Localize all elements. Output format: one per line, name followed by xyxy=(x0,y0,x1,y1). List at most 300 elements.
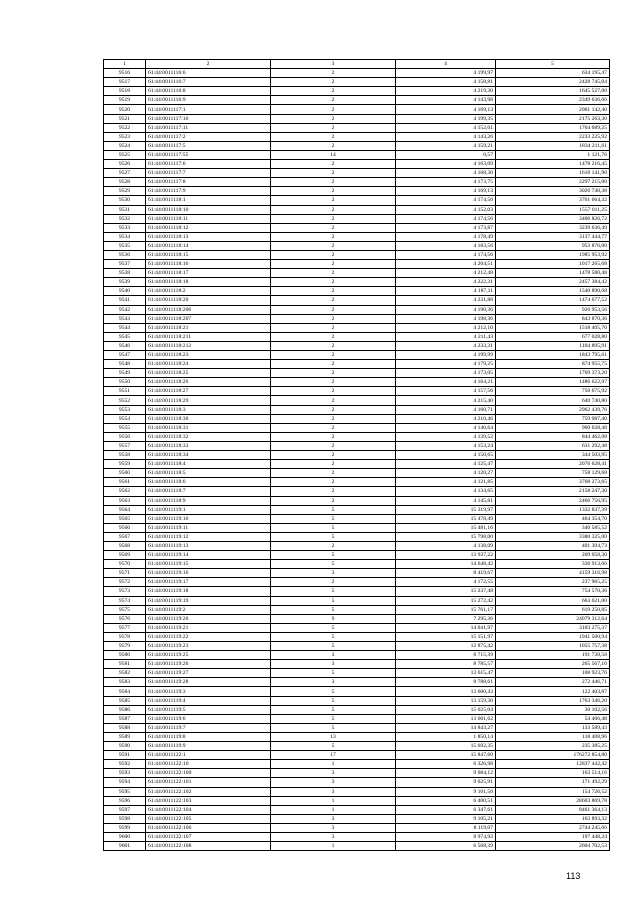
value-cell: 4 212,48 xyxy=(396,269,496,278)
table-row xyxy=(104,623,610,632)
cadastral-number-cell: 61:44:0011119:18 xyxy=(146,587,271,596)
row-number-cell: 9548 xyxy=(104,360,146,369)
table-row xyxy=(104,769,610,778)
row-number-cell: 9593 xyxy=(104,769,146,778)
group-cell: 3 xyxy=(271,660,396,669)
cadastral-number-cell: 61:44:0011118:15 xyxy=(146,250,271,259)
row-number-cell: 9584 xyxy=(104,687,146,696)
value-cell: 15 478,49 xyxy=(396,514,496,523)
value-cell: 8 715,39 xyxy=(396,651,496,660)
value-cell: 4 199,99 xyxy=(396,351,496,360)
value-cell: 4 159,21 xyxy=(396,141,496,150)
group-cell: 2 xyxy=(271,460,396,469)
cadastral-number-cell: 61:44:0011119:12 xyxy=(146,532,271,541)
row-number-cell: 9569 xyxy=(104,551,146,560)
group-cell: 5 xyxy=(271,587,396,596)
group-cell: 5 xyxy=(271,714,396,723)
row-number-cell: 9534 xyxy=(104,232,146,241)
cost-cell: 2428 745,04 xyxy=(496,78,610,87)
table-row xyxy=(104,696,610,705)
cost-cell: 8461 364,13 xyxy=(496,805,610,814)
row-number-cell: 9568 xyxy=(104,541,146,550)
row-number-cell: 9562 xyxy=(104,487,146,496)
row-number-cell: 9564 xyxy=(104,505,146,514)
cadastral-number-cell: 61:44:0011118:12 xyxy=(146,223,271,232)
cadastral-number-cell: 61:44:0011118:21 xyxy=(146,323,271,332)
value-cell: 9 084,12 xyxy=(396,769,496,778)
group-cell: 2 xyxy=(271,396,396,405)
table-row xyxy=(104,314,610,323)
cadastral-number-cell: 61:44:0011119:21 xyxy=(146,623,271,632)
row-number-cell: 9545 xyxy=(104,332,146,341)
value-cell: 13 159,30 xyxy=(396,696,496,705)
cadastral-number-cell: 61:44:0011116:8 xyxy=(146,87,271,96)
table-row xyxy=(104,787,610,796)
cadastral-number-cell: 61:44:0011118:14 xyxy=(146,241,271,250)
table-row xyxy=(104,341,610,350)
value-cell: 4 190,36 xyxy=(396,305,496,314)
cadastral-number-cell: 61:44:0011117:55 xyxy=(146,150,271,159)
cadastral-number-cell: 61:44:0011117:11 xyxy=(146,123,271,132)
table-row xyxy=(104,187,610,196)
row-number-cell: 9556 xyxy=(104,432,146,441)
cadastral-number-cell: 61:44:0011116:9 xyxy=(146,96,271,105)
group-cell: 5 xyxy=(271,642,396,651)
group-cell: 2 xyxy=(271,578,396,587)
row-number-cell: 9540 xyxy=(104,287,146,296)
value-cell: 4 178,49 xyxy=(396,232,496,241)
row-number-cell: 9525 xyxy=(104,150,146,159)
group-cell: 2 xyxy=(271,132,396,141)
value-cell: 4 138,09 xyxy=(396,541,496,550)
group-cell: 13 xyxy=(271,732,396,741)
value-cell: 9 025,91 xyxy=(396,778,496,787)
cost-cell: 2175 263,30 xyxy=(496,114,610,123)
cadastral-number-cell: 61:44:0011119:23 xyxy=(146,642,271,651)
group-cell: 2 xyxy=(271,496,396,505)
group-cell: 2 xyxy=(271,378,396,387)
cost-cell: 1486 622,97 xyxy=(496,378,610,387)
group-cell: 2 xyxy=(271,278,396,287)
table-row xyxy=(104,423,610,432)
value-cell: 15 237,48 xyxy=(396,587,496,596)
group-cell: 3 xyxy=(271,814,396,823)
group-cell: 2 xyxy=(271,169,396,178)
value-cell: 4 199,35 xyxy=(396,114,496,123)
value-cell: 13 615,47 xyxy=(396,669,496,678)
table-row xyxy=(104,196,610,205)
table-row xyxy=(104,360,610,369)
cadastral-number-cell: 61:44:0011118:16 xyxy=(146,260,271,269)
value-cell: 4 187,11 xyxy=(396,287,496,296)
group-cell: 3 xyxy=(271,569,396,578)
cost-cell: 2962 439,76 xyxy=(496,405,610,414)
cadastral-number-cell: 61:44:0011118:6 xyxy=(146,478,271,487)
cost-cell: 171 492,29 xyxy=(496,778,610,787)
table-row xyxy=(104,241,610,250)
row-number-cell: 9524 xyxy=(104,141,146,150)
table-row xyxy=(104,796,610,805)
row-number-cell: 9561 xyxy=(104,478,146,487)
cost-cell: 1017 265,68 xyxy=(496,260,610,269)
cost-cell: 2297 215,00 xyxy=(496,178,610,187)
cost-cell: 464 354,70 xyxy=(496,514,610,523)
cost-cell: 1540 890,68 xyxy=(496,287,610,296)
group-cell: 2 xyxy=(271,69,396,78)
cost-cell: 3026 748,38 xyxy=(496,187,610,196)
row-number-cell: 9538 xyxy=(104,269,146,278)
row-number-cell: 9527 xyxy=(104,169,146,178)
cadastral-number-cell: 61:44:0011118:31 xyxy=(146,423,271,432)
value-cell: 4 174,56 xyxy=(396,214,496,223)
table-row xyxy=(104,332,610,341)
group-cell: 2 xyxy=(271,214,396,223)
group-cell: 2 xyxy=(271,260,396,269)
table-row xyxy=(104,642,610,651)
row-number-cell: 9557 xyxy=(104,441,146,450)
value-cell: 6 347,61 xyxy=(396,805,496,814)
row-number-cell: 9547 xyxy=(104,351,146,360)
cadastral-number-cell: 61:44:0011119:20 xyxy=(146,614,271,623)
table-row xyxy=(104,405,610,414)
value-cell: 9 105,21 xyxy=(396,814,496,823)
value-cell: 4 134,65 xyxy=(396,487,496,496)
group-cell: 2 xyxy=(271,141,396,150)
group-cell: 5 xyxy=(271,623,396,632)
cost-cell: 3239 636,49 xyxy=(496,223,610,232)
cadastral-number-cell: 61:44:0011118:5 xyxy=(146,469,271,478)
group-cell: 5 xyxy=(271,605,396,614)
value-cell: 13 937,22 xyxy=(396,551,496,560)
cost-cell: 1 121,76 xyxy=(496,150,610,159)
cadastral-number-cell: 61:44:0011118:207 xyxy=(146,314,271,323)
table-row xyxy=(104,732,610,741)
table-row xyxy=(104,660,610,669)
cost-cell: 235 385,25 xyxy=(496,742,610,751)
group-cell: 2 xyxy=(271,423,396,432)
row-number-cell: 9590 xyxy=(104,742,146,751)
table-row xyxy=(104,141,610,150)
group-cell: 3 xyxy=(271,778,396,787)
table-row xyxy=(104,278,610,287)
row-number-cell: 9597 xyxy=(104,805,146,814)
table-row xyxy=(104,514,610,523)
value-cell: 1 850,14 xyxy=(396,732,496,741)
cadastral-number-cell: 61:44:0011118:34 xyxy=(146,451,271,460)
cost-cell: 756 675,92 xyxy=(496,387,610,396)
row-number-cell: 9601 xyxy=(104,842,146,851)
value-cell: 8 788,61 xyxy=(396,678,496,687)
group-cell: 5 xyxy=(271,632,396,641)
row-number-cell: 9526 xyxy=(104,160,146,169)
cadastral-number-cell: 61:44:0011118:4 xyxy=(146,460,271,469)
table-row xyxy=(104,223,610,232)
row-number-cell: 9539 xyxy=(104,278,146,287)
row-number-cell: 9537 xyxy=(104,260,146,269)
group-cell: 3 xyxy=(271,651,396,660)
value-cell: 4 160,71 xyxy=(396,405,496,414)
cost-cell: 634 195,47 xyxy=(496,69,610,78)
row-number-cell: 9572 xyxy=(104,578,146,587)
value-cell: 0,57 xyxy=(396,150,496,159)
table-row xyxy=(104,78,610,87)
row-number-cell: 9585 xyxy=(104,696,146,705)
value-cell: 4 173,87 xyxy=(396,223,496,232)
value-cell: 15 025,04 xyxy=(396,705,496,714)
cadastral-number-cell: 61:44:0011122:108 xyxy=(146,842,271,851)
row-number-cell: 9523 xyxy=(104,132,146,141)
value-cell: 4 210,46 xyxy=(396,414,496,423)
value-cell: 4 152,03 xyxy=(396,205,496,214)
row-number-cell: 9522 xyxy=(104,123,146,132)
cadastral-number-cell: 61:44:0011119:6 xyxy=(146,714,271,723)
row-number-cell: 9518 xyxy=(104,87,146,96)
cadastral-number-cell: 61:44:0011118:7 xyxy=(146,487,271,496)
group-cell: 2 xyxy=(271,232,396,241)
cadastral-number-cell: 61:44:0011118:30 xyxy=(146,414,271,423)
cadastral-number-cell: 61:44:0011119:9 xyxy=(146,742,271,751)
value-cell: 14 843,27 xyxy=(396,723,496,732)
group-cell: 2 xyxy=(271,323,396,332)
column-header-3: 3 xyxy=(271,60,396,69)
table-row xyxy=(104,478,610,487)
cost-cell: 1985 953,92 xyxy=(496,250,610,259)
cost-cell: 209 058,30 xyxy=(496,551,610,560)
cost-cell: 3406 826,72 xyxy=(496,214,610,223)
table-row xyxy=(104,805,610,814)
group-cell: 2 xyxy=(271,360,396,369)
cadastral-number-cell: 61:44:0011122:10 xyxy=(146,760,271,769)
value-cell: 8 119,07 xyxy=(396,823,496,832)
group-cell: 2 xyxy=(271,205,396,214)
group-cell: 2 xyxy=(271,332,396,341)
group-cell: 2 xyxy=(271,123,396,132)
cost-cell: 843 870,36 xyxy=(496,314,610,323)
cadastral-number-cell: 61:44:0011119:25 xyxy=(146,651,271,660)
table-row xyxy=(104,823,610,832)
cadastral-number-cell: 61:44:0011118:212 xyxy=(146,341,271,350)
row-number-cell: 9528 xyxy=(104,178,146,187)
table-body xyxy=(104,69,610,851)
group-cell: 5 xyxy=(271,551,396,560)
column-header-4: 4 xyxy=(396,60,496,69)
cadastral-number-cell: 61:44:0011122:102 xyxy=(146,787,271,796)
cadastral-number-cell: 61:44:0011117:2 xyxy=(146,132,271,141)
cost-cell: 1764 689,25 xyxy=(496,123,610,132)
value-cell: 4 143,98 xyxy=(396,96,496,105)
value-cell: 4 198,36 xyxy=(396,314,496,323)
group-cell: 2 xyxy=(271,387,396,396)
table-row xyxy=(104,432,610,441)
cadastral-number-cell: 61:44:0011119:7 xyxy=(146,723,271,732)
cadastral-number-cell: 61:44:0011118:1 xyxy=(146,196,271,205)
row-number-cell: 9555 xyxy=(104,423,146,432)
value-cell: 4 140,64 xyxy=(396,423,496,432)
value-cell: 4 231,88 xyxy=(396,296,496,305)
column-header-2: 2 xyxy=(146,60,271,69)
table-row xyxy=(104,596,610,605)
value-cell: 15 798,00 xyxy=(396,532,496,541)
column-header-5: 5 xyxy=(496,60,610,69)
table-row xyxy=(104,687,610,696)
cadastral-number-cell: 61:44:0011118:11 xyxy=(146,214,271,223)
row-number-cell: 9549 xyxy=(104,369,146,378)
cost-cell: 844 462,08 xyxy=(496,432,610,441)
row-number-cell: 9600 xyxy=(104,832,146,841)
value-cell: 4 150,65 xyxy=(396,451,496,460)
cost-cell: 24079 312,64 xyxy=(496,614,610,623)
row-number-cell: 9591 xyxy=(104,751,146,760)
cadastral-number-cell: 61:44:0011117:5 xyxy=(146,141,271,150)
cadastral-number-cell: 61:44:0011119:13 xyxy=(146,541,271,550)
table-row xyxy=(104,541,610,550)
cadastral-number-cell: 61:44:0011118:3 xyxy=(146,405,271,414)
row-number-cell: 9546 xyxy=(104,341,146,350)
row-number-cell: 9566 xyxy=(104,523,146,532)
value-cell: 13 601,62 xyxy=(396,714,496,723)
row-number-cell: 9541 xyxy=(104,296,146,305)
group-cell: 2 xyxy=(271,541,396,550)
cadastral-number-cell: 61:44:0011118:24 xyxy=(146,360,271,369)
table-row xyxy=(104,714,610,723)
cost-cell: 133 589,43 xyxy=(496,723,610,732)
table-row xyxy=(104,351,610,360)
row-number-cell: 9573 xyxy=(104,587,146,596)
cost-cell: 3380 325,00 xyxy=(496,532,610,541)
group-cell: 1 xyxy=(271,796,396,805)
group-cell: 1 xyxy=(271,760,396,769)
table-row xyxy=(104,742,610,751)
cadastral-number-cell: 61:44:0011118:25 xyxy=(146,369,271,378)
value-cell: 15 692,35 xyxy=(396,742,496,751)
group-cell: 5 xyxy=(271,514,396,523)
table-row xyxy=(104,369,610,378)
value-cell: 4 143,26 xyxy=(396,132,496,141)
row-number-cell: 9567 xyxy=(104,532,146,541)
cost-cell: 1843 795,61 xyxy=(496,351,610,360)
value-cell: 4 219,30 xyxy=(396,87,496,96)
table-row xyxy=(104,669,610,678)
cost-cell: 30 102,56 xyxy=(496,705,610,714)
table-row xyxy=(104,723,610,732)
cadastral-number-cell: 61:44:0011118:32 xyxy=(146,432,271,441)
cadastral-number-cell: 61:44:0011119:5 xyxy=(146,705,271,714)
value-cell: 12 875,42 xyxy=(396,642,496,651)
table-row xyxy=(104,460,610,469)
cost-cell: 340 585,52 xyxy=(496,523,610,532)
row-number-cell: 9535 xyxy=(104,241,146,250)
group-cell: 2 xyxy=(271,351,396,360)
group-cell: 3 xyxy=(271,678,396,687)
cost-cell: 3761 664,32 xyxy=(496,196,610,205)
row-number-cell: 9582 xyxy=(104,669,146,678)
group-cell: 3 xyxy=(271,832,396,841)
row-number-cell: 9519 xyxy=(104,96,146,105)
cost-cell: 108 923,76 xyxy=(496,669,610,678)
table-row xyxy=(104,260,610,269)
value-cell: 8 419,67 xyxy=(396,569,496,578)
group-cell: 2 xyxy=(271,269,396,278)
value-cell: 4 211,43 xyxy=(396,332,496,341)
cost-cell: 2076 628,41 xyxy=(496,460,610,469)
table-row xyxy=(104,396,610,405)
cadastral-number-cell: 61:44:0011118:211 xyxy=(146,332,271,341)
cadastral-number-cell: 61:44:0011119:8 xyxy=(146,732,271,741)
value-cell: 4 158,81 xyxy=(396,78,496,87)
group-cell: 5 xyxy=(271,723,396,732)
table-row xyxy=(104,496,610,505)
table-row xyxy=(104,169,610,178)
table-row xyxy=(104,232,610,241)
row-number-cell: 9581 xyxy=(104,660,146,669)
row-number-cell: 9575 xyxy=(104,605,146,614)
cadastral-number-cell: 61:44:0011122:1 xyxy=(146,751,271,760)
value-cell: 4 174,56 xyxy=(396,250,496,259)
group-cell: 5 xyxy=(271,523,396,532)
cost-cell: 12837 442,42 xyxy=(496,760,610,769)
row-number-cell: 9587 xyxy=(104,714,146,723)
table-row xyxy=(104,451,610,460)
table-row xyxy=(104,532,610,541)
row-number-cell: 9516 xyxy=(104,69,146,78)
cadastral-number-cell: 61:44:0011119:26 xyxy=(146,660,271,669)
row-number-cell: 9553 xyxy=(104,405,146,414)
value-cell: 4 183,56 xyxy=(396,241,496,250)
group-cell: 2 xyxy=(271,451,396,460)
table-row xyxy=(104,178,610,187)
cost-cell: 3768 273,65 xyxy=(496,478,610,487)
value-cell: 4 168,30 xyxy=(396,169,496,178)
table-row xyxy=(104,305,610,314)
group-cell: 2 xyxy=(271,341,396,350)
cadastral-number-cell: 61:44:0011119:19 xyxy=(146,596,271,605)
group-cell: 2 xyxy=(271,114,396,123)
row-number-cell: 9558 xyxy=(104,451,146,460)
cadastral-number-cell: 61:44:0011117:7 xyxy=(146,169,271,178)
cost-cell: 336 913,66 xyxy=(496,560,610,569)
group-cell: 2 xyxy=(271,160,396,169)
value-cell: 4 174,56 xyxy=(396,196,496,205)
value-cell: 4 233,31 xyxy=(396,341,496,350)
row-number-cell: 9517 xyxy=(104,78,146,87)
group-cell: 2 xyxy=(271,196,396,205)
row-number-cell: 9544 xyxy=(104,323,146,332)
cost-cell: 1618 141,90 xyxy=(496,169,610,178)
value-cell: 9 101,56 xyxy=(396,787,496,796)
row-number-cell: 9588 xyxy=(104,723,146,732)
cost-cell: 2457 384,42 xyxy=(496,278,610,287)
row-number-cell: 9559 xyxy=(104,460,146,469)
group-cell: 2 xyxy=(271,96,396,105)
cadastral-number-cell: 61:44:0011117:6 xyxy=(146,160,271,169)
cost-cell: 754 570,36 xyxy=(496,587,610,596)
group-cell: 9 xyxy=(271,614,396,623)
cost-cell: 272 446,71 xyxy=(496,678,610,687)
table-row xyxy=(104,378,610,387)
table-row xyxy=(104,269,610,278)
row-number-cell: 9598 xyxy=(104,814,146,823)
cost-cell: 3137 444,77 xyxy=(496,232,610,241)
value-cell: 4 145,81 xyxy=(396,496,496,505)
group-cell: 2 xyxy=(271,87,396,96)
group-cell: 3 xyxy=(271,787,396,796)
cadastral-number-cell: 61:44:0011122:106 xyxy=(146,823,271,832)
value-cell: 15 481,16 xyxy=(396,523,496,532)
table-row xyxy=(104,523,610,532)
cadastral-number-cell: 61:44:0011119:1 xyxy=(146,505,271,514)
value-cell: 4 163,09 xyxy=(396,160,496,169)
value-cell: 4 157,56 xyxy=(396,387,496,396)
